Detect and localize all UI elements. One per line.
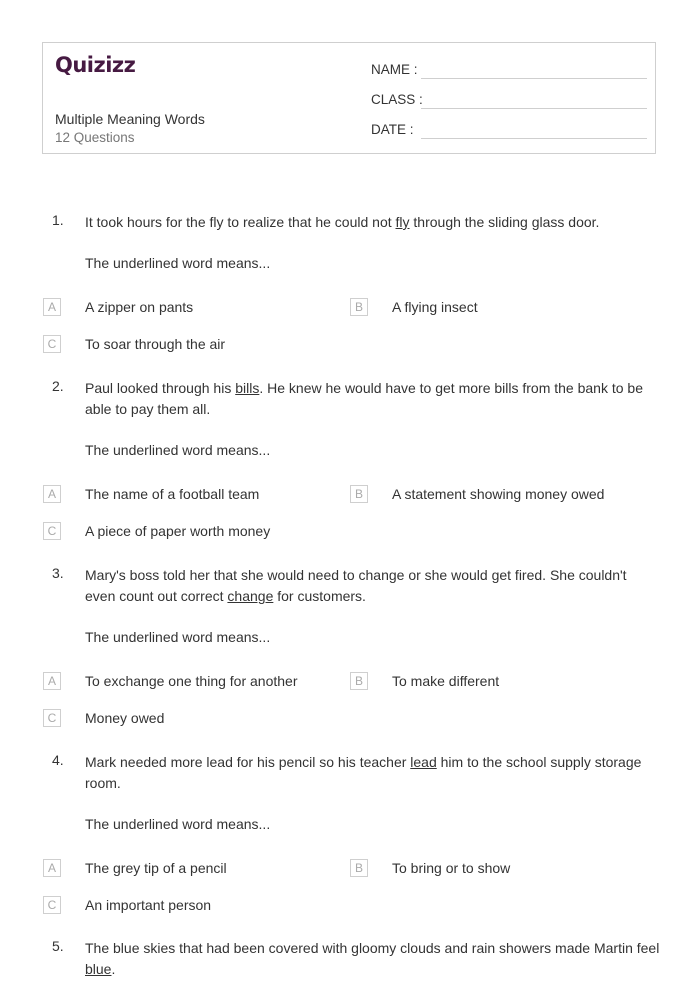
- option-letter-box[interactable]: B: [350, 672, 368, 690]
- worksheet-header: [42, 42, 656, 154]
- question-number: 2.: [52, 378, 64, 394]
- underlined-word: blue: [85, 961, 112, 977]
- option-text: To exchange one thing for another: [85, 673, 298, 689]
- option-text: Money owed: [85, 710, 165, 726]
- option-text: A piece of paper worth money: [85, 523, 271, 539]
- option-letter-box[interactable]: C: [43, 522, 61, 540]
- class-line[interactable]: [421, 108, 647, 109]
- underlined-word: fly: [395, 214, 410, 230]
- option-letter-box[interactable]: B: [350, 859, 368, 877]
- class-field[interactable]: [371, 89, 647, 109]
- option-text: An important person: [85, 897, 212, 913]
- question-prompt: The underlined word means...: [85, 255, 271, 271]
- question-number: 4.: [52, 752, 64, 768]
- option-letter-box[interactable]: A: [43, 859, 61, 877]
- question-count: 12 Questions: [55, 130, 135, 145]
- question-text: Mary's boss told her that she would need to change or she would get fired. She couldn't even count out correct change for customers.: [85, 567, 627, 604]
- question-number: 1.: [52, 212, 64, 228]
- worksheet-title: Multiple Meaning Words: [55, 111, 205, 127]
- name-label: NAME :: [371, 62, 418, 77]
- underlined-word: bills: [235, 380, 260, 396]
- option-letter-box[interactable]: A: [43, 485, 61, 503]
- question-prompt: The underlined word means...: [85, 629, 271, 645]
- question-text: Paul looked through his bills. He knew he would have to get more bills from the bank to be able to pay them all.: [85, 380, 643, 417]
- option-letter-box[interactable]: A: [43, 298, 61, 316]
- option-text: To make different: [392, 673, 500, 689]
- class-label: CLASS :: [371, 92, 423, 107]
- option-letter-box[interactable]: C: [43, 709, 61, 727]
- underlined-word: lead: [410, 754, 437, 770]
- option-letter-box[interactable]: A: [43, 672, 61, 690]
- question-prompt: The underlined word means...: [85, 816, 271, 832]
- option-letter-box[interactable]: C: [43, 896, 61, 914]
- underlined-word: change: [227, 588, 274, 604]
- question-text: It took hours for the fly to realize that he could not fly through the sliding glass door.: [85, 214, 600, 230]
- question-prompt: The underlined word means...: [85, 442, 271, 458]
- name-line[interactable]: [421, 78, 647, 79]
- quizizz-logo: Quizizz: [55, 53, 136, 77]
- option-text: A flying insect: [392, 299, 478, 315]
- question-text: Mark needed more lead for his pencil so his teacher lead him to the school supply storage room.: [85, 754, 642, 791]
- option-text: The grey tip of a pencil: [85, 860, 227, 876]
- question-number: 3.: [52, 565, 64, 581]
- option-text: A zipper on pants: [85, 299, 194, 315]
- option-letter-box[interactable]: B: [350, 485, 368, 503]
- question-text: The blue skies that had been covered with gloomy clouds and rain showers made Martin feel blue.: [85, 940, 660, 977]
- date-label: DATE :: [371, 122, 414, 137]
- option-text: To soar through the air: [85, 336, 226, 352]
- option-letter-box[interactable]: B: [350, 298, 368, 316]
- option-letter-box[interactable]: C: [43, 335, 61, 353]
- name-field[interactable]: [371, 59, 647, 79]
- date-field[interactable]: [371, 119, 647, 139]
- option-text: The name of a football team: [85, 486, 260, 502]
- date-line[interactable]: [421, 138, 647, 139]
- option-text: A statement showing money owed: [392, 486, 605, 502]
- question-number: 5.: [52, 938, 64, 954]
- option-text: To bring or to show: [392, 860, 511, 876]
